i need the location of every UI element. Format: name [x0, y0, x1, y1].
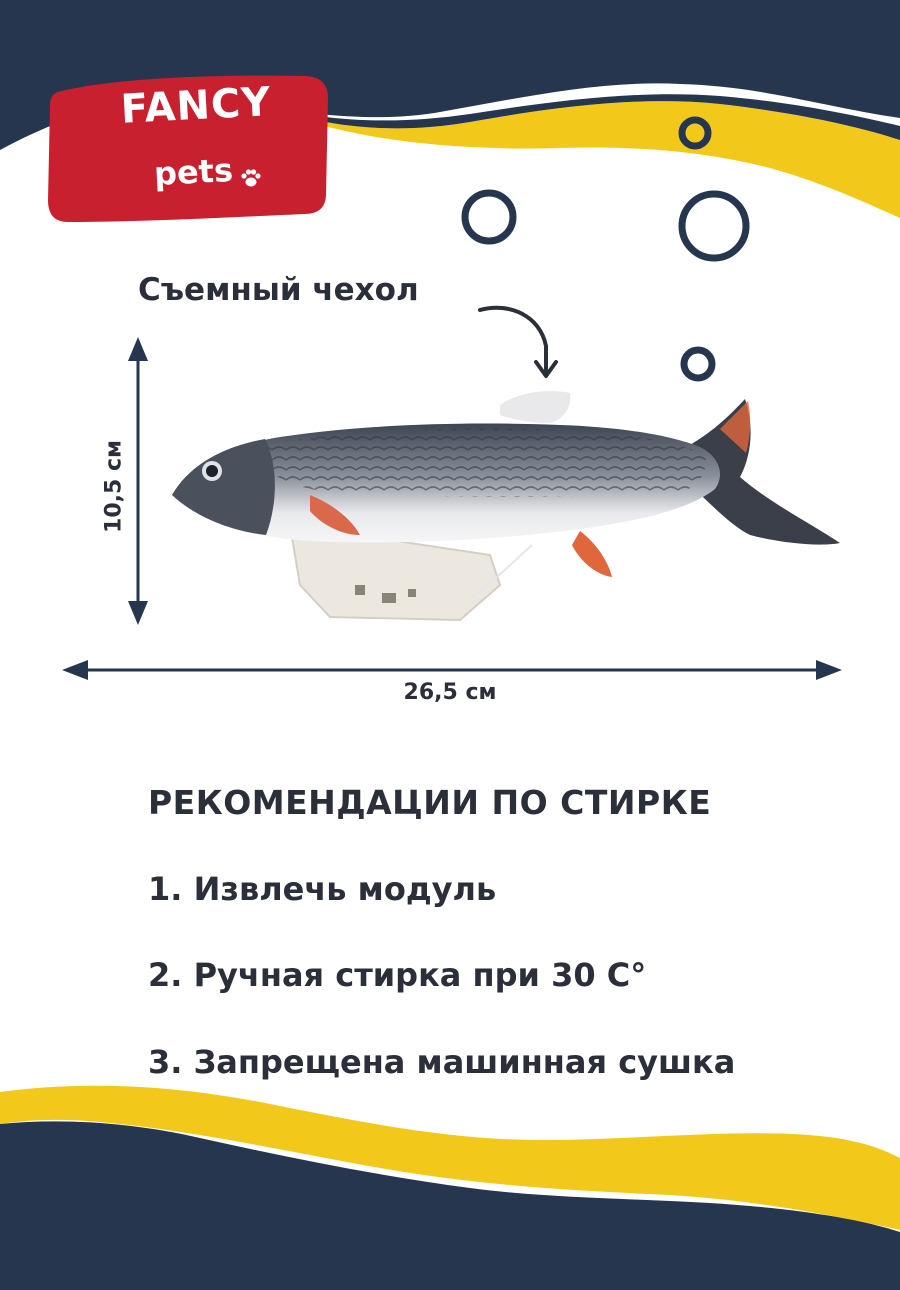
brand-logo: [44, 70, 334, 228]
washing-step-1: 1. Извлечь модуль: [148, 870, 497, 908]
bubble-large: [674, 186, 754, 266]
fish-head: [172, 439, 275, 535]
washing-title: РЕКОМЕНДАЦИИ ПО СТИРКЕ: [148, 783, 712, 822]
brand-name-pets: pets: [153, 150, 234, 194]
removable-cover-label: Съемный чехол: [138, 272, 419, 308]
brand-name-fancy: FANCY: [119, 79, 273, 133]
fish-toy-image: [160, 385, 850, 630]
paw-icon: [240, 168, 262, 188]
washing-step-2: 2. Ручная стирка при 30 С°: [148, 956, 647, 994]
bubble-small-top: [676, 114, 714, 152]
bubble-small-bottom: [678, 344, 718, 384]
washing-step-3: 3. Запрещена машинная сушка: [148, 1043, 736, 1081]
bubble-medium: [458, 186, 520, 248]
height-label: 10,5 см: [101, 440, 127, 533]
width-label: 26,5 см: [403, 680, 497, 705]
curved-arrow-icon: [470, 296, 570, 386]
